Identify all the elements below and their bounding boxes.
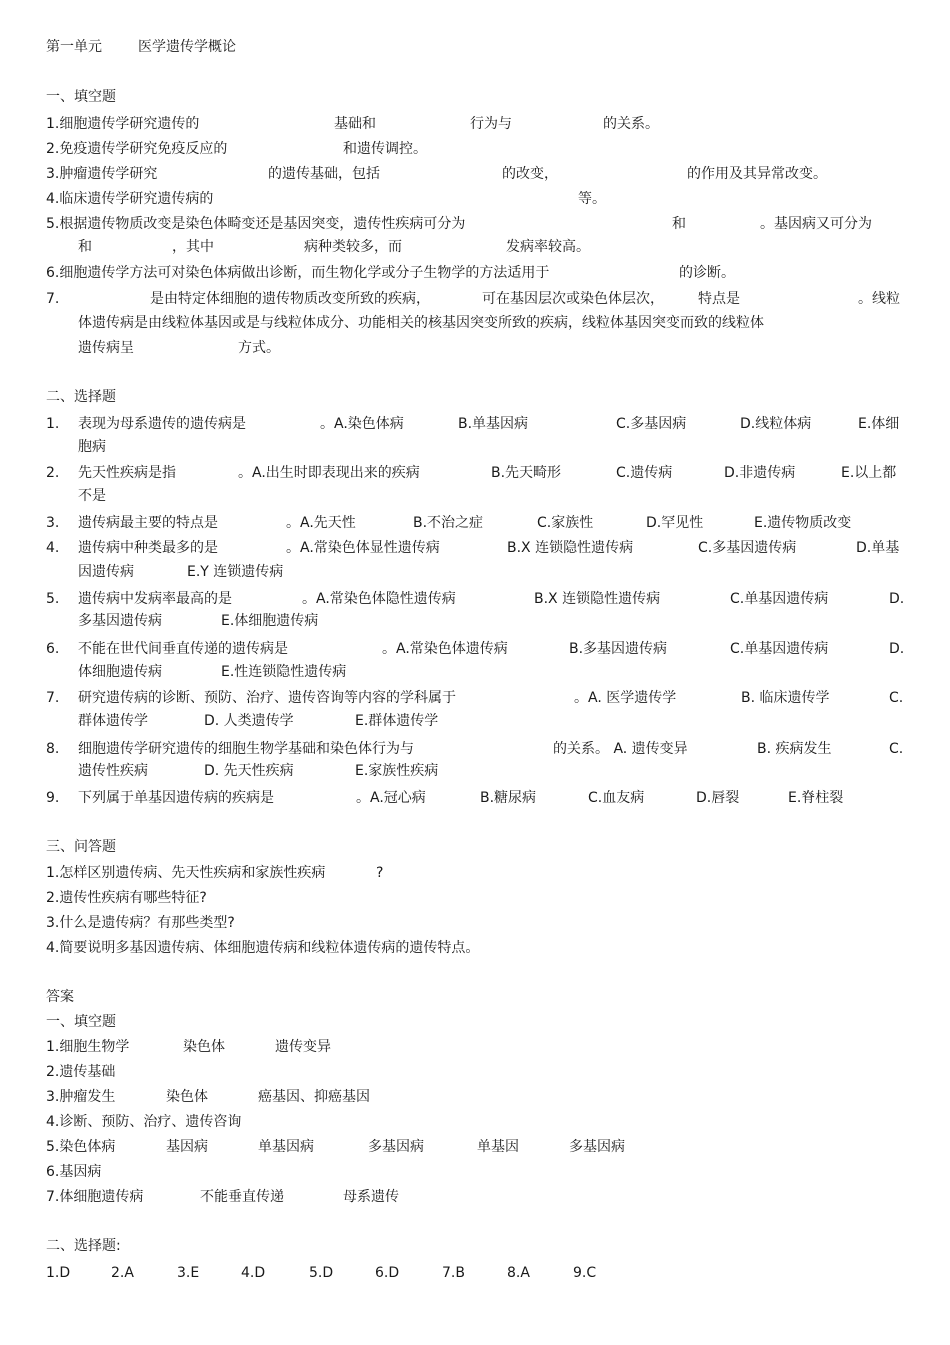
choice-stem: 研究遗传病的诊断、预防、治疗、遗传咨询等内容的学科属于	[78, 690, 456, 706]
choice-option-b: B.X 连锁隐性遗传病	[534, 591, 661, 607]
choice-option-a: 。A.常染色体隐性遗传病	[302, 591, 456, 607]
choice-num: 6.	[46, 641, 60, 657]
answers-choice-heading: 二、选择题:	[46, 1238, 121, 1254]
choice-continuation: 多基因遗传病	[78, 613, 162, 629]
fill-q2-b: 和遗传调控。	[343, 141, 427, 157]
choice-num: 4.	[46, 540, 60, 556]
fill-q3-b: 的遗传基础，包括	[268, 166, 380, 182]
fill-q1-d: 的关系。	[603, 116, 659, 132]
fill-q7-num: 7.	[46, 291, 60, 307]
answer-choice: 5.D	[309, 1265, 334, 1281]
choice-option-d: D.线粒体病	[740, 416, 812, 432]
choice-option-e: E.遗传物质改变	[754, 515, 852, 531]
answer-choice: 8.A	[507, 1265, 530, 1281]
choice-continuation: 胞病	[78, 439, 106, 455]
answer-item: 单基因病	[258, 1139, 314, 1155]
answer-choice: 6.D	[375, 1265, 400, 1281]
choice-option-a: 。A.染色体病	[320, 416, 404, 432]
choice-option-c: C.单基因遗传病	[730, 591, 829, 607]
choice-option-b: B.不治之症	[413, 515, 484, 531]
choice-continuation: 不是	[78, 488, 106, 504]
answer-item: 多基因病	[368, 1139, 424, 1155]
choice-option-d: D.罕见性	[646, 515, 704, 531]
qa-question-2: 2.遗传性疾病有哪些特征?	[46, 890, 207, 906]
fill-q1-b: 基础和	[334, 116, 376, 132]
qa-heading: 三、问答题	[46, 839, 116, 855]
choice-option-e: E.脊柱裂	[788, 790, 844, 806]
choice-option-c: C.单基因遗传病	[730, 641, 829, 657]
choice-stem: 遗传病最主要的特点是	[78, 515, 218, 531]
fill-q7-f: 遗传病呈	[78, 340, 134, 356]
answer-choice: 2.A	[111, 1265, 134, 1281]
choice-continuation: 因遗传病	[78, 564, 134, 580]
fill-q5-b: 和	[672, 216, 686, 232]
answer-item: 单基因	[477, 1139, 519, 1155]
fill-q5-e: ，其中	[172, 239, 214, 255]
qa-question-4: 4.简要说明多基因遗传病、体细胞遗传病和线粒体遗传病的遗传特点。	[46, 940, 480, 956]
choice-option-d: D. 人类遗传学	[204, 713, 294, 729]
answers-heading: 答案	[46, 989, 74, 1005]
choice-stem: 先天性疾病是指	[78, 465, 176, 481]
fill-q7-g: 方式。	[238, 340, 280, 356]
fill-q3-d: 的作用及其异常改变。	[687, 166, 827, 182]
choice-stem: 细胞遗传学研究遗传的细胞生物学基础和染色体行为与	[78, 741, 414, 757]
fill-q7-e: 体遗传病是由线粒体基因或是与线粒体成分、功能相关的核基因突变所致的疾病，线粒体基因突变而致的线粒体	[78, 315, 764, 331]
choice-option-a: 。A.先天性	[286, 515, 356, 531]
choice-stem: 下列属于单基因遗传病的疾病是	[78, 790, 274, 806]
choice-option-b: B.多基因遗传病	[569, 641, 668, 657]
choice-option-e: E.家族性疾病	[355, 763, 439, 779]
choice-continuation: 遗传性疾病	[78, 763, 148, 779]
fill-q5-c: 。基因病又可分为	[760, 216, 872, 232]
choice-num: 7.	[46, 690, 60, 706]
choice-option-d: D.	[889, 641, 905, 657]
choice-option-e: E.以上都	[841, 465, 897, 481]
choice-option-a: 。A. 医学遗传学	[574, 690, 677, 706]
choice-num: 8.	[46, 741, 60, 757]
fill-q5-g: 发病率较高。	[506, 239, 590, 255]
fill-q7-b: 可在基因层次或染色体层次，	[482, 291, 664, 307]
fill-q7-a: 是由特定体细胞的遗传物质改变所致的疾病，	[150, 291, 430, 307]
choice-option-a: 。A.出生时即表现出来的疾病	[238, 465, 420, 481]
fill-q2-a: 2.免疫遗传学研究免疫反应的	[46, 141, 228, 157]
fill-heading: 一、填空题	[46, 89, 116, 105]
answer-item: 6.基因病	[46, 1164, 102, 1180]
answer-item: 1.细胞生物学	[46, 1039, 130, 1055]
fill-q7-d: 。线粒	[858, 291, 900, 307]
answer-item: 7.体细胞遗传病	[46, 1189, 144, 1205]
choice-option-d: D.单基	[856, 540, 900, 556]
choice-option-b: B.糖尿病	[480, 790, 537, 806]
choice-option-d: D.	[889, 591, 905, 607]
fill-q6-a: 6.细胞遗传学方法可对染色体病做出诊断，而生物化学或分子生物学的方法适用于	[46, 265, 550, 281]
answer-item: 癌基因、抑癌基因	[258, 1089, 370, 1105]
fill-q1-c: 行为与	[470, 116, 512, 132]
answer-item: 多基因病	[569, 1139, 625, 1155]
choice-num: 3.	[46, 515, 60, 531]
choice-option-b: B. 疾病发生	[757, 741, 832, 757]
fill-q7-c: 特点是	[698, 291, 740, 307]
answer-item: 母系遗传	[343, 1189, 399, 1205]
fill-q5-a: 5.根据遗传物质改变是染色体畸变还是基因突变，遗传性疾病可分为	[46, 216, 466, 232]
fill-q5-f: 病种类较多，而	[304, 239, 402, 255]
choice-option-d: D. 先天性疾病	[204, 763, 294, 779]
choice-option-c: C.多基因遗传病	[698, 540, 797, 556]
answer-item: 遗传变异	[275, 1039, 331, 1055]
answer-item: 3.肿瘤发生	[46, 1089, 116, 1105]
choice-option-c: C.	[889, 741, 904, 757]
answer-item: 染色体	[166, 1089, 208, 1105]
choice-option-b: B.单基因病	[458, 416, 529, 432]
choice-option-a: 的关系。 A. 遗传变异	[553, 741, 688, 757]
choice-continuation: 群体遗传学	[78, 713, 148, 729]
choice-num: 5.	[46, 591, 60, 607]
answer-item: 5.染色体病	[46, 1139, 116, 1155]
choice-option-a: 。A.常染色体遗传病	[382, 641, 508, 657]
unit-label: 第一单元	[46, 39, 102, 55]
answer-choice: 3.E	[177, 1265, 200, 1281]
answer-choice: 1.D	[46, 1265, 71, 1281]
fill-q4-a: 4.临床遗传学研究遗传病的	[46, 191, 214, 207]
choice-option-a: 。A.冠心病	[356, 790, 426, 806]
choice-num: 9.	[46, 790, 60, 806]
choice-stem: 表现为母系遗传的遗传病是	[78, 416, 246, 432]
choice-stem: 遗传病中种类最多的是	[78, 540, 218, 556]
choice-option-e: E.群体遗传学	[355, 713, 439, 729]
choice-option-b: B.先天畸形	[491, 465, 562, 481]
choice-stem: 不能在世代间垂直传递的遗传病是	[78, 641, 288, 657]
choice-option-d: D.唇裂	[696, 790, 740, 806]
choice-option-c: C.血友病	[588, 790, 645, 806]
fill-q4-b: 等。	[578, 191, 606, 207]
choice-option-e: E.体细胞遗传病	[221, 613, 319, 629]
answer-choice: 7.B	[442, 1265, 465, 1281]
answer-item: 4.诊断、预防、治疗、遗传咨询	[46, 1114, 242, 1130]
answer-item: 2.遗传基础	[46, 1064, 116, 1080]
choice-option-c: C.多基因病	[616, 416, 687, 432]
choice-option-a: 。A.常染色体显性遗传病	[286, 540, 440, 556]
choice-option-b: B. 临床遗传学	[741, 690, 830, 706]
fill-q3-c: 的改变，	[502, 166, 558, 182]
answer-choice: 4.D	[241, 1265, 266, 1281]
choice-option-c: C.遗传病	[616, 465, 673, 481]
choice-option-b: B.X 连锁隐性遗传病	[507, 540, 634, 556]
answers-fill-heading: 一、填空题	[46, 1014, 116, 1030]
chapter-title: 医学遗传学概论	[138, 39, 236, 55]
qa-question-3: 3.什么是遗传病？有那些类型?	[46, 915, 235, 931]
choice-stem: 遗传病中发病率最高的是	[78, 591, 232, 607]
choice-num: 1.	[46, 416, 60, 432]
choice-heading: 二、选择题	[46, 389, 116, 405]
answer-choice: 9.C	[573, 1265, 597, 1281]
choice-num: 2.	[46, 465, 60, 481]
fill-q1-a: 1.细胞遗传学研究遗传的	[46, 116, 200, 132]
fill-q3-a: 3.肿瘤遗传学研究	[46, 166, 158, 182]
qa-question-1: 1.怎样区别遗传病、先天性疾病和家族性疾病	[46, 865, 326, 881]
answer-item: 不能垂直传递	[200, 1189, 284, 1205]
qa-question-1-mark: ?	[376, 865, 384, 881]
fill-q6-b: 的诊断。	[679, 265, 735, 281]
choice-option-e: E.Y 连锁遗传病	[187, 564, 284, 580]
answer-item: 基因病	[166, 1139, 208, 1155]
choice-continuation: 体细胞遗传病	[78, 664, 162, 680]
fill-q5-d: 和	[78, 239, 92, 255]
choice-option-c: C.	[889, 690, 904, 706]
choice-option-e: E.性连锁隐性遗传病	[221, 664, 347, 680]
choice-option-c: C.家族性	[537, 515, 594, 531]
answer-item: 染色体	[183, 1039, 225, 1055]
choice-option-d: D.非遗传病	[724, 465, 796, 481]
choice-option-e: E.体细	[858, 416, 900, 432]
